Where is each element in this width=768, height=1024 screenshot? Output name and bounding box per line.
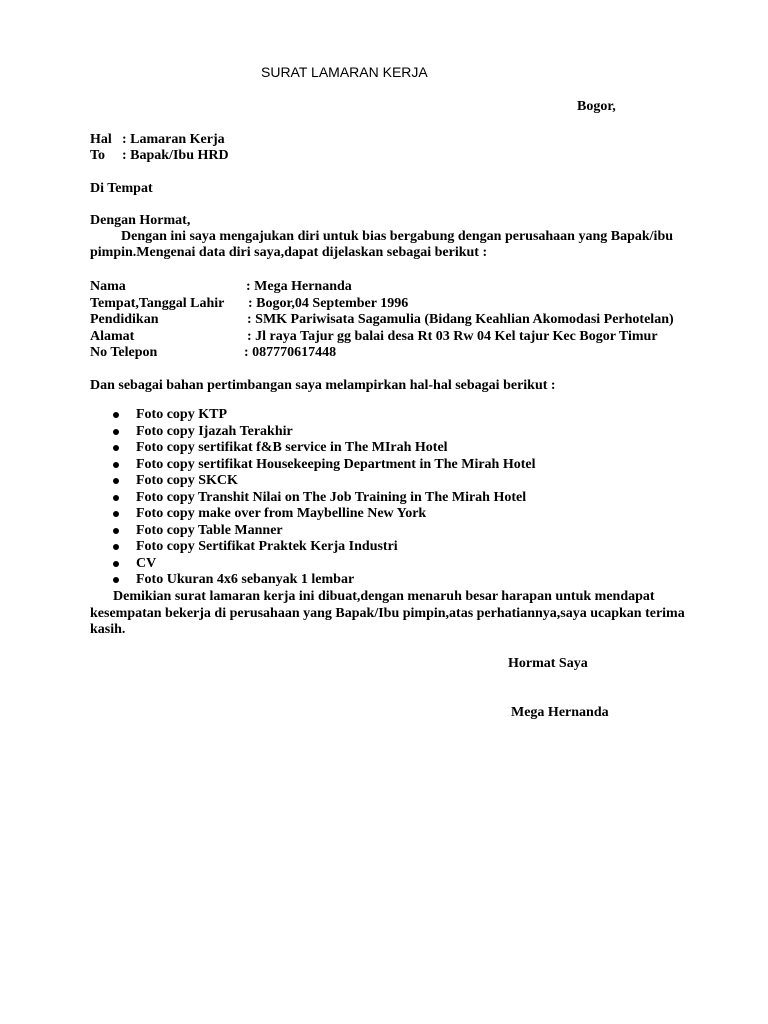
list-item: Foto copy Sertifikat Praktek Kerja Industri bbox=[113, 539, 536, 556]
bullet-icon bbox=[113, 412, 119, 418]
list-item: Foto copy Ijazah Terakhir bbox=[113, 424, 536, 441]
field-value: : Mega Hernanda bbox=[246, 279, 352, 294]
field-value: : SMK Pariwisata Sagamulia (Bidang Keahlian Akomodasi Perhotelan) bbox=[247, 312, 674, 327]
personal-data-row bbox=[90, 345, 710, 362]
bullet-icon bbox=[113, 495, 119, 501]
field-label: Alamat bbox=[90, 328, 135, 344]
subject-value: : Lamaran Kerja bbox=[122, 132, 225, 147]
list-item: CV bbox=[113, 556, 536, 573]
field-label: Nama bbox=[90, 279, 126, 294]
letter-title: SURAT LAMARAN KERJA bbox=[261, 64, 428, 80]
personal-data-row bbox=[90, 312, 710, 329]
bullet-icon bbox=[113, 478, 119, 484]
intro-line-2: pimpin.Mengenai data diri saya,dapat dijelaskan sebagai berikut : bbox=[90, 245, 488, 260]
to-label: To bbox=[90, 148, 106, 163]
bullet-icon bbox=[113, 528, 119, 534]
closing-line-1: Demikian surat lamaran kerja ini dibuat,dengan menaruh besar harapan untuk mendapat bbox=[113, 589, 655, 604]
list-item: Foto copy Transhit Nilai on The Job Training in The Mirah Hotel bbox=[113, 490, 536, 507]
closing-line-3: kasih. bbox=[90, 622, 126, 637]
field-label: Tempat,Tanggal Lahir bbox=[90, 295, 225, 311]
list-item: Foto copy sertifikat f&B service in The MIrah Hotel bbox=[113, 440, 536, 457]
field-value: : Bogor,04 September 1996 bbox=[248, 295, 409, 311]
personal-data-row bbox=[90, 296, 710, 313]
signature-name: Mega Hernanda bbox=[511, 705, 609, 720]
salutation: Dengan Hormat, bbox=[90, 213, 191, 228]
field-value: : 087770617448 bbox=[244, 345, 337, 360]
list-item: Foto copy make over from Maybelline New York bbox=[113, 506, 536, 523]
field-label: Pendidikan bbox=[90, 312, 159, 327]
list-item: Foto copy sertifikat Housekeeping Department in The Mirah Hotel bbox=[113, 457, 536, 474]
field-value: : Jl raya Tajur gg balai desa Rt 03 Rw 04 Kel tajur Kec Bogor Timur bbox=[247, 328, 658, 344]
regards-line: Hormat Saya bbox=[508, 656, 588, 671]
bullet-icon bbox=[113, 445, 119, 451]
bullet-icon bbox=[113, 544, 119, 550]
bullet-icon bbox=[113, 462, 119, 468]
personal-data-row bbox=[90, 279, 710, 296]
list-item: Foto copy KTP bbox=[113, 407, 536, 424]
bullet-icon bbox=[113, 561, 119, 567]
place-date: Bogor, bbox=[577, 99, 616, 114]
bullet-icon bbox=[113, 577, 119, 583]
location-line: Di Tempat bbox=[90, 181, 153, 196]
list-item: Foto copy SKCK bbox=[113, 473, 536, 490]
bullet-icon bbox=[113, 511, 119, 517]
closing-line-2: kesempatan bekerja di perusahaan yang Bapak/Ibu pimpin,atas perhatiannya,saya ucapkan terima bbox=[90, 606, 685, 621]
field-label: No Telepon bbox=[90, 345, 158, 360]
attachments-intro: Dan sebagai bahan pertimbangan saya melampirkan hal-hal sebagai berikut : bbox=[90, 378, 556, 393]
subject-label: Hal bbox=[90, 132, 112, 147]
personal-data-table bbox=[90, 279, 710, 363]
list-item: Foto copy Table Manner bbox=[113, 523, 536, 540]
bullet-icon bbox=[113, 429, 119, 435]
intro-line-1: Dengan ini saya mengajukan diri untuk bias bergabung dengan perusahaan yang Bapak/ibu bbox=[121, 229, 674, 244]
list-item: Foto Ukuran 4x6 sebanyak 1 lembar bbox=[113, 572, 536, 589]
personal-data-row bbox=[90, 329, 710, 346]
attachments-list bbox=[113, 407, 536, 589]
to-value: : Bapak/Ibu HRD bbox=[122, 148, 229, 163]
